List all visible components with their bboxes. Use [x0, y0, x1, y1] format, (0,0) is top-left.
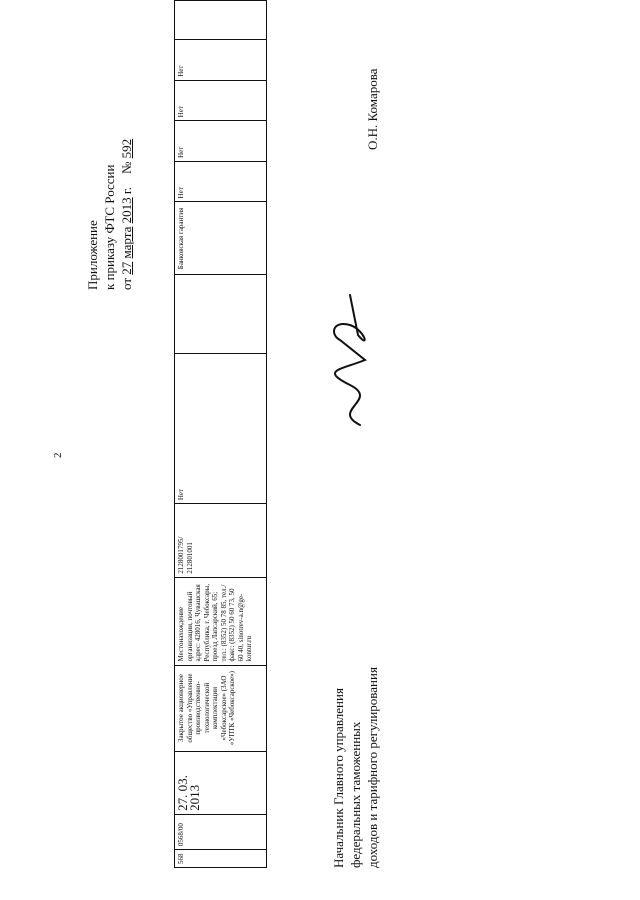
order-number: 592: [119, 138, 134, 159]
signatory-name: О.Н. Комарова: [365, 68, 380, 150]
cell-code: 0568/00: [175, 814, 267, 849]
order-year: 2013: [119, 197, 134, 224]
cell-num: 568: [175, 850, 267, 868]
cell-n1: Нет: [175, 161, 267, 202]
cell-last: [175, 1, 267, 40]
cell-inn: 2128001795/ 212801001: [175, 504, 267, 577]
cell-extra-2: [175, 275, 267, 354]
page-number: 2: [52, 452, 64, 458]
appendix-date-line: от 27 марта 2013 г. № 592: [119, 138, 134, 290]
order-day: 27: [119, 261, 134, 275]
cell-address: Местонахождение организации, почтовый адрес: 428016, Чувашская Республика, г. Чебоксары, проезд Лапсарский, 65; тел.: (8352) 50 78 85, тел./факс: (8352) 50 60 73, 50 60 40, sinotrev-a.n@ge-kontur.ru: [175, 577, 267, 665]
cell-date: 27. 03. 2013: [175, 751, 267, 814]
table-row: [175, 1, 267, 868]
cell-extra-1: Нет: [175, 354, 267, 504]
cell-security: Банковская гарантия: [175, 202, 267, 275]
signatory-title: Начальник Главного управления федеральных таможенных доходов и тарифного регулирования: [331, 667, 380, 868]
cell-n2: Нет: [175, 121, 267, 162]
appendix-order-ref: к приказу ФТС России: [102, 164, 117, 290]
appendix-title: Приложение: [85, 220, 100, 290]
appendix-header: [84, 139, 135, 290]
registry-table: [174, 0, 267, 868]
cell-n4: Нет: [175, 40, 267, 81]
order-month: марта: [119, 226, 134, 259]
handwritten-signature: [320, 290, 390, 430]
cell-org-name: Закрытое акционерное общество «Управление производственно-технологической комплектации «Чебоксарское» (ЗАО «УПТК «Чебоксарское»): [175, 665, 267, 751]
cell-n3: Нет: [175, 80, 267, 121]
